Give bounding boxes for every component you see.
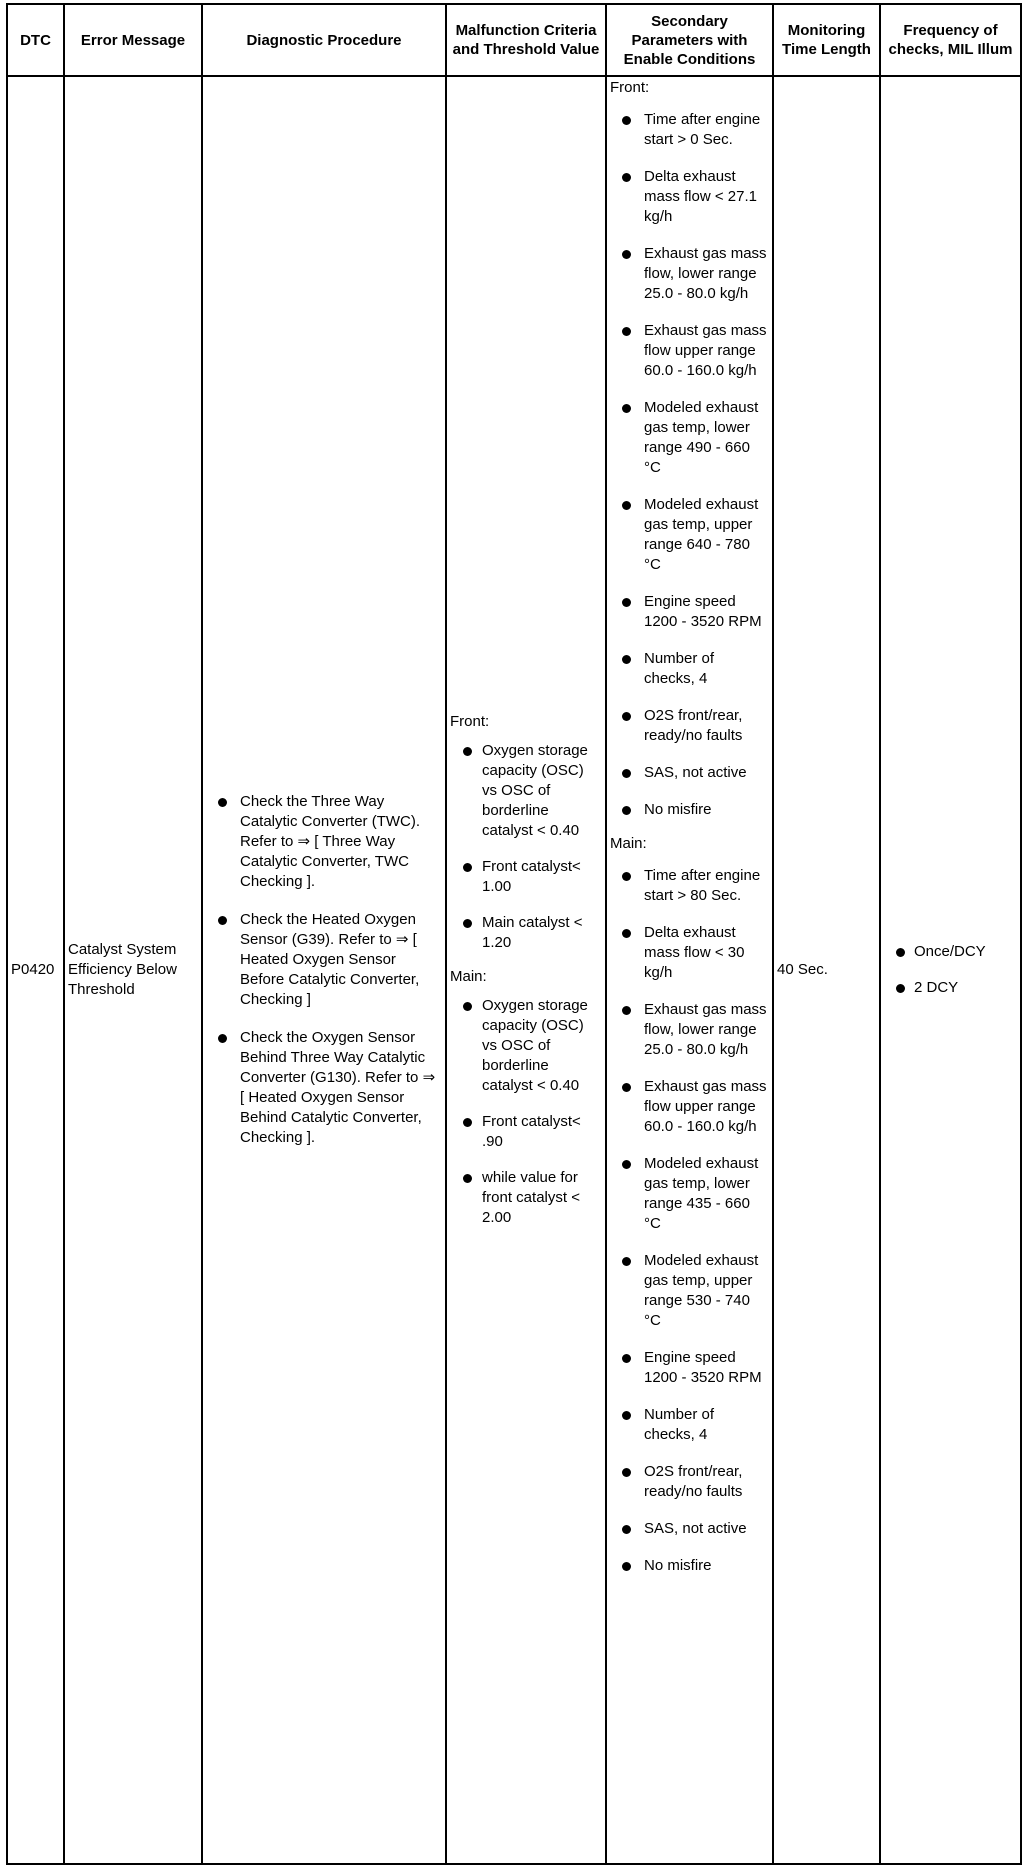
secondary-item: O2S front/rear, ready/no faults — [610, 1462, 768, 1502]
malfunction-item: while value for front catalyst < 2.00 — [450, 1168, 602, 1228]
malfunction-main-list — [450, 996, 602, 1228]
frequency-item: 2 DCY — [884, 978, 1017, 998]
header-error-message: Error Message — [64, 4, 202, 76]
malfunction-item: Front catalyst< 1.00 — [450, 857, 602, 897]
secondary-item: Delta exhaust mass flow < 27.1 kg/h — [610, 167, 768, 227]
malfunction-item: Oxygen storage capacity (OSC) vs OSC of borderline catalyst < 0.40 — [450, 996, 602, 1096]
header-malfunction-criteria: Malfunction Criteria and Threshold Value — [446, 4, 606, 76]
frequency-item: Once/DCY — [884, 942, 1017, 962]
secondary-front-label: Front: — [610, 79, 650, 96]
secondary-main-list — [610, 866, 768, 1576]
secondary-item: O2S front/rear, ready/no faults — [610, 706, 768, 746]
secondary-item: Time after engine start > 80 Sec. — [610, 866, 768, 906]
malfunction-item: Front catalyst< .90 — [450, 1112, 602, 1152]
malfunction-item: Main catalyst < 1.20 — [450, 913, 602, 953]
table-row — [7, 76, 1021, 1864]
secondary-parameters-cell — [606, 76, 773, 1864]
secondary-item: Exhaust gas mass flow, lower range 25.0 - 80.0 kg/h — [610, 244, 768, 304]
secondary-item: Modeled exhaust gas temp, lower range 435 - 660 °C — [610, 1154, 768, 1234]
secondary-item: SAS, not active — [610, 763, 768, 783]
secondary-item: SAS, not active — [610, 1519, 768, 1539]
secondary-item: Engine speed 1200 - 3520 RPM — [610, 1348, 768, 1388]
malfunction-criteria-cell — [446, 76, 606, 1864]
secondary-item: No misfire — [610, 1556, 768, 1576]
secondary-item: Engine speed 1200 - 3520 RPM — [610, 592, 768, 632]
secondary-item: Exhaust gas mass flow upper range 60.0 - 160.0 kg/h — [610, 1077, 768, 1137]
monitoring-time: 40 Sec. — [773, 76, 880, 1864]
malfunction-front-label: Front: — [450, 713, 490, 730]
diagnostic-procedure-list — [206, 792, 442, 1148]
secondary-item: Modeled exhaust gas temp, upper range 640 - 780 °C — [610, 495, 768, 575]
dtc-table — [6, 3, 1022, 1865]
secondary-item: Modeled exhaust gas temp, upper range 530 - 740 °C — [610, 1251, 768, 1331]
secondary-front-list — [610, 110, 768, 820]
malfunction-front-list — [450, 741, 602, 953]
error-message: Catalyst System Efficiency Below Threshold — [64, 76, 202, 1864]
secondary-item: Delta exhaust mass flow < 30 kg/h — [610, 923, 768, 983]
header-diagnostic-procedure: Diagnostic Procedure — [202, 4, 446, 76]
secondary-main-label: Main: — [610, 835, 647, 852]
header-secondary-parameters: Secondary Parameters with Enable Conditions — [606, 4, 773, 76]
secondary-item: Modeled exhaust gas temp, lower range 490 - 660 °C — [610, 398, 768, 478]
secondary-item: Number of checks, 4 — [610, 649, 768, 689]
secondary-item: Time after engine start > 0 Sec. — [610, 110, 768, 150]
diagnostic-procedure-cell — [202, 76, 446, 1864]
secondary-item: No misfire — [610, 800, 768, 820]
diagnostic-step: Check the Three Way Catalytic Converter (TWC). Refer to ⇒ [ Three Way Catalytic Converter, TWC Checking ]. — [206, 792, 442, 892]
frequency-cell — [880, 76, 1021, 1864]
malfunction-item: Oxygen storage capacity (OSC) vs OSC of borderline catalyst < 0.40 — [450, 741, 602, 841]
secondary-item: Exhaust gas mass flow upper range 60.0 - 160.0 kg/h — [610, 321, 768, 381]
diagnostic-step: Check the Oxygen Sensor Behind Three Way Catalytic Converter (G130). Refer to ⇒ [ Heated Oxygen Sensor Behind Catalytic Converter, Checking ]. — [206, 1028, 442, 1148]
frequency-list — [884, 942, 1017, 998]
malfunction-main-label: Main: — [450, 968, 487, 985]
dtc-code: P0420 — [7, 76, 64, 1864]
header-row — [7, 4, 1021, 76]
header-dtc: DTC — [7, 4, 64, 76]
header-monitoring-time: Monitoring Time Length — [773, 4, 880, 76]
secondary-item: Exhaust gas mass flow, lower range 25.0 - 80.0 kg/h — [610, 1000, 768, 1060]
secondary-item: Number of checks, 4 — [610, 1405, 768, 1445]
header-frequency: Frequency of checks, MIL Illum — [880, 4, 1021, 76]
diagnostic-step: Check the Heated Oxygen Sensor (G39). Refer to ⇒ [ Heated Oxygen Sensor Before Catalytic Converter, Checking ] — [206, 910, 442, 1010]
